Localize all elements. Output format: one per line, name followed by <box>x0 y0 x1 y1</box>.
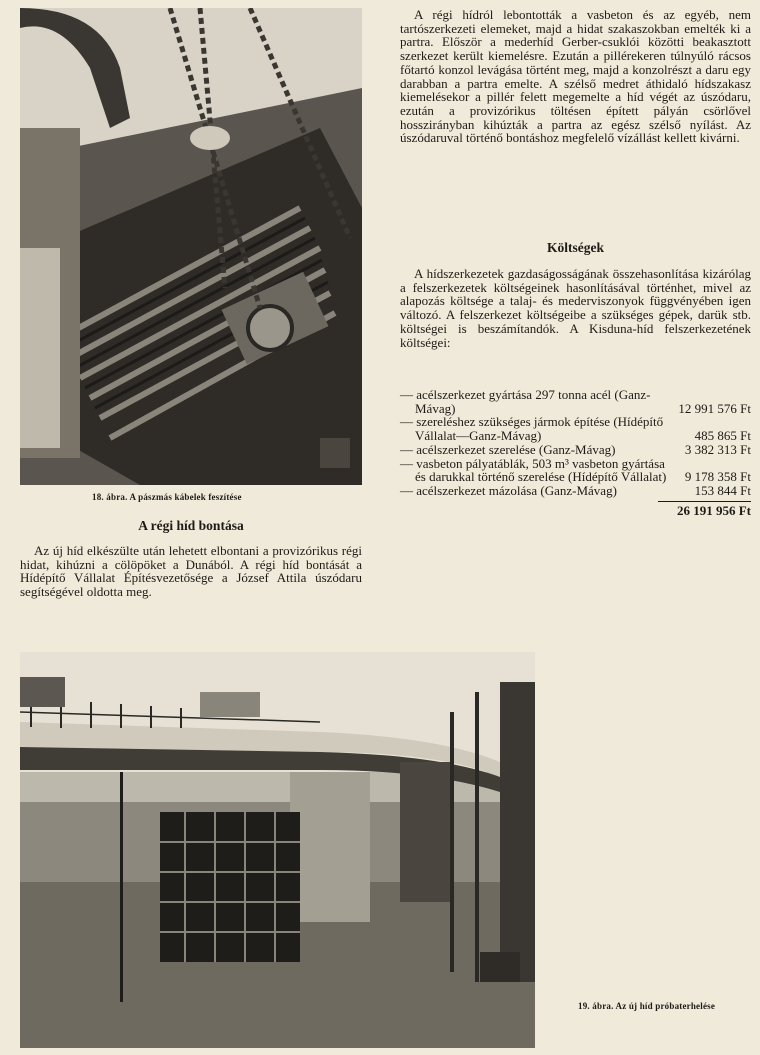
cost-item-amount: 9 178 358 Ft <box>684 469 751 485</box>
cost-item-description: — szereléshez szükséges jármok építése (Hídépítő Vállalat—Ganz-Mávag) <box>400 414 664 444</box>
cost-item-amount: 12 991 576 Ft <box>678 400 751 416</box>
costs-paragraph: A hídszerkezetek gazdaságosságának összehasonlítása kizárólag a felszerkezetek költségeinek hasonlításával történhet, mivel az alapozás költsége a talaj- és mederviszonyok függvényében igen változó. A felszerkezet költségeibe a szükséges gépek, darük stb. költségei is beszámítandók. A Kisduna-híd felszerkezetének költségei: <box>400 266 751 350</box>
costs-heading: Költségek <box>547 240 604 255</box>
cost-item-description: — vasbeton pályatáblák, 503 m³ vasbeton gyártása és darukkal történő szerelése (Hídépítő Vállalat) <box>400 455 667 485</box>
cost-item <box>400 443 751 457</box>
cost-item <box>400 457 751 484</box>
cost-item <box>400 484 751 498</box>
figure-18-photo <box>20 8 362 485</box>
cost-item-description: — acélszerkezet szerelése (Ganz-Mávag) <box>400 441 616 457</box>
cost-item-amount: 153 844 Ft <box>694 482 751 498</box>
figure-19-caption: 19. ábra. Az új híd próbaterhelése <box>578 1001 716 1011</box>
cost-item-amount: 485 865 Ft <box>694 428 751 444</box>
demolition-paragraph: Az új híd elkészülte után lehetett elbontani a provizórikus régi hidat, kihúzni a cölöpöket a Dunából. A régi híd bontását a Hídépítő Vállalat Építésvezetősége a József Attila úszódaru segítségével oldotta meg. <box>20 543 362 600</box>
cost-item <box>400 388 751 415</box>
cost-item-description: — acélszerkezet gyártása 297 tonna acél (Ganz-Mávag) <box>400 387 651 416</box>
figure-19-photo <box>20 652 535 1048</box>
cost-item <box>400 415 751 442</box>
cost-list <box>400 388 751 517</box>
cost-item-description: — acélszerkezet mázolása (Ganz-Mávag) <box>400 482 617 498</box>
demolition-heading: A régi híd bontása <box>138 518 244 533</box>
cost-item-amount: 3 382 313 Ft <box>684 441 751 457</box>
cost-total: 26 191 956 Ft <box>658 501 751 518</box>
demolition-continued-paragraph: A régi hídról lebontották a vasbeton és az egyéb, nem tartószerkezeti elemeket, majd a hidat szakaszokban emelték ki a partra. Először a mederhíd Gerber-csuklói közötti beakasztott szerkezet került kiemelésre. Ezután a pillérekeren túlnyúló rácsos főtartó konzol levágása történt meg, majd a konzolrészt a daru egy darabban a partra emelte. A szélső medret áthidaló hídszakasz kiemelésekor a pillér felett megemelte a híd végét az úszódaru, ezután a provizórikus töltésen épített pályán csörlővel hosszirányban kihúzták a partra az egész szélső nyílást. Az úszódaruval történő bontáshoz megfelelő vízállást kellett kivárni. <box>400 7 751 146</box>
figure-18-caption: 18. ábra. A pászmás kábelek feszítése <box>92 492 242 502</box>
